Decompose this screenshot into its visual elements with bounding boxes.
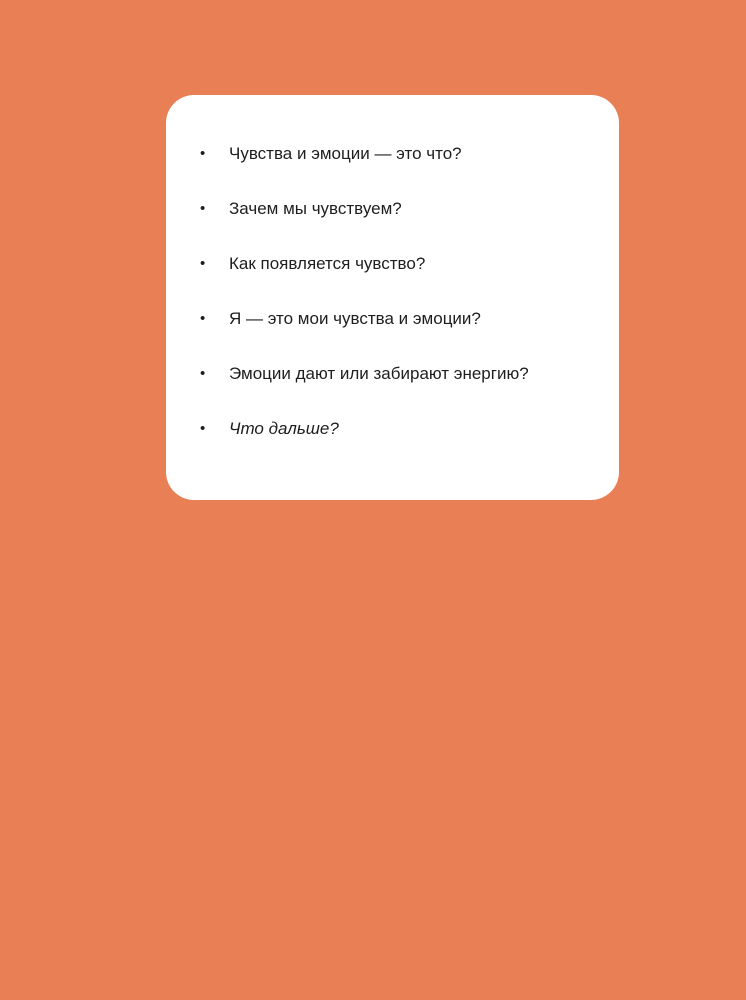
bullet: • [200,365,206,382]
list-item [166,139,619,194]
bullet: • [200,420,206,437]
contents-list [166,139,619,469]
bullet: • [200,200,206,217]
list-item-text: Эмоции дают или забирают энергию? [229,364,529,383]
list-item [166,249,619,304]
bullet: • [200,145,206,162]
bullet: • [200,255,206,272]
list-item-text: Что дальше? [229,419,339,438]
list-item-text: Чувства и эмоции — это что? [229,144,462,163]
list-item [166,194,619,249]
bullet: • [200,310,206,327]
list-item-text: Я — это мои чувства и эмоции? [229,309,481,328]
list-item [166,414,619,469]
list-item-text: Как появляется чувство? [229,254,426,273]
contents-card [166,95,619,500]
list-item [166,304,619,359]
list-item [166,359,619,414]
list-item-text: Зачем мы чувствуем? [229,199,402,218]
